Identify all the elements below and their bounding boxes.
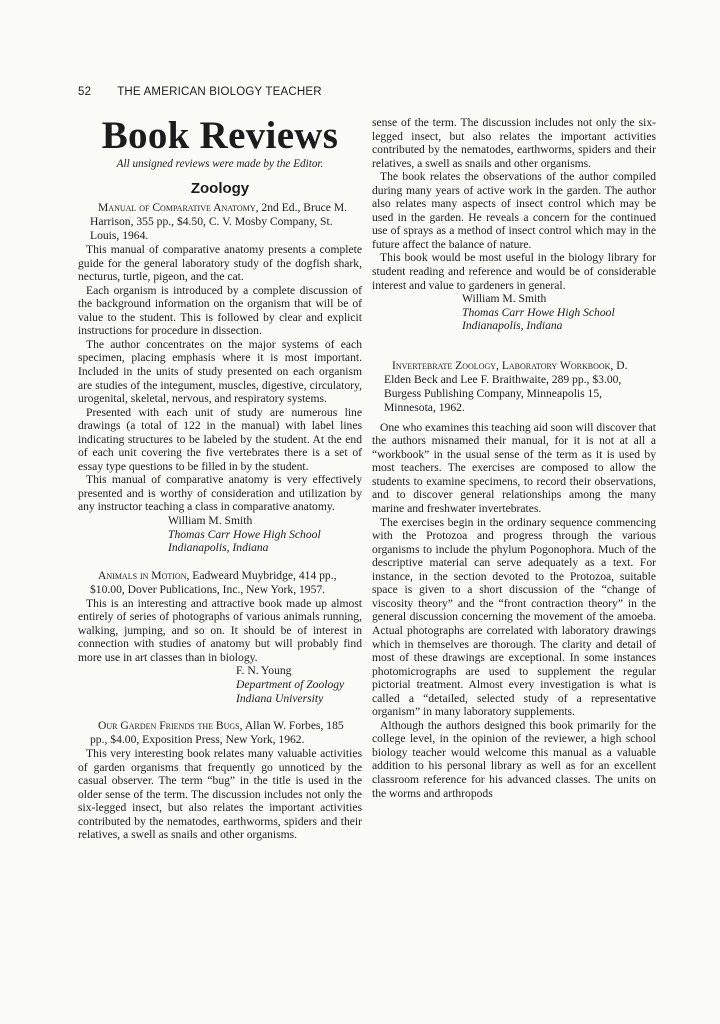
section-title: Book Reviews	[101, 114, 339, 157]
review-paragraph: Each organism is introduced by a complete discussion of the background information on the organism that will be of value to the student. This is followed by clear and explicit instructions for procedure in dissection.	[78, 283, 362, 338]
review-paragraph: The book relates the observations of the author compiled during many years of active work in the garden. The author also relates many aspects of insect control which may be used in the garden. He reveals a concern for the continued use of sprays as a method of insect control which may in the future affect the balance of nature.	[372, 170, 656, 251]
book-details: Allan W. Forbes, 185 pp., $4.00, Exposition Press, New York, 1962.	[90, 719, 344, 747]
running-head	[78, 86, 322, 98]
reviewer-location: Indianapolis, Indiana	[462, 319, 563, 333]
review-paragraph: One who examines this teaching aid soon will discover that the authors misnamed their manual, for it is not at all a “workbook” in the usual sense of the term as it is used by most teachers. The exercises are composed to allow the students to examine specimens, to record their observations, and to discover general relationships among the many marine and freshwater invertebrates.	[372, 420, 656, 516]
book-title: Invertebrate Zoology, Laboratory Workbook,	[392, 358, 614, 372]
section-subtitle: All unsigned reviews were made by the Editor.	[116, 158, 324, 170]
review-citation	[372, 359, 656, 415]
review-paragraph: This manual of comparative anatomy is very effectively presented and is worthy of consideration and utilization by any instructor teaching a class in comparative anatomy.	[78, 473, 362, 514]
page-number: 52	[78, 86, 92, 98]
reviewer-location: Indiana University	[236, 691, 324, 705]
left-column	[78, 114, 362, 842]
reviewer-affiliation: Department of Zoology	[236, 677, 345, 691]
review-paragraph: This manual of comparative anatomy presents a complete guide for the general laboratory study of the dogfish shark, necturus, turtle, pigeon, and the cat.	[78, 243, 362, 284]
book-title: Our Garden Friends the Bugs,	[98, 719, 243, 733]
reviewer-affiliation: Thomas Carr Howe High School	[168, 527, 321, 541]
book-details: 2nd Ed., Bruce M. Harrison, 355 pp., $4.50, C. V. Mosby Company, St. Louis, 1964.	[90, 201, 348, 243]
reviewer-name: F. N. Young	[236, 664, 292, 678]
review-paragraph: This book would be most useful in the biology library for student reading and reference and would be of considerable interest and value to gardeners in general.	[372, 251, 656, 292]
review-paragraph: sense of the term. The discussion includes not only the six-legged insect, but also relates the important activities contributed by the nematodes, earthworms, spiders and their relatives, a swell as snails and other organisms.	[372, 116, 656, 170]
review-citation	[78, 719, 362, 747]
book-title: Manual of Comparative Anatomy,	[98, 201, 259, 215]
review-paragraph: The author concentrates on the major systems of each specimen, placing emphasis where it is most important. Included in the units of study presented on each organism are studies of the integument, muscles, digestive, circulatory, urogenital, skeletal, nervous, and respiratory systems.	[78, 337, 362, 406]
book-details: D. Elden Beck and Lee F. Braithwaite, 289 pp., $3.00, Burgess Publishing Company, Minneapolis 15, Minnesota, 1962.	[384, 358, 628, 414]
reviewer-affiliation: Thomas Carr Howe High School	[462, 305, 615, 319]
review-paragraph: Presented with each unit of study are numerous line drawings (a total of 122 in the manual) with label lines indicating structures to be labeled by the student. At the end of each unit covering the five vertebrates there is a set of essay type questions to be filled in by the student.	[78, 405, 362, 473]
reviewer-name: William M. Smith	[462, 292, 547, 306]
book-details: Eadweard Muybridge, 414 pp., $10.00, Dover Publications, Inc., New York, 1957.	[90, 568, 337, 596]
review-citation	[78, 569, 362, 597]
review-paragraph: This very interesting book relates many valuable activities of garden organisms that frequently go unnoticed by the casual observer. The term “bug” in the title is used in the older sense of the term. The discussion includes not only the six-legged insect, but also relates the important activities contributed by the nematodes, earthworms, spiders and their relatives, a swell as snails and other organisms.	[78, 747, 362, 842]
reviewer-name: William M. Smith	[168, 514, 253, 528]
reviewer-location: Indianapolis, Indiana	[168, 541, 269, 555]
review-paragraph: This is an interesting and attractive book made up almost entirely of series of photographs of various animals running, walking, jumping, and so on. It should be of interest in connection with studies of anatomy but will probably find more use in art classes than in biology.	[78, 596, 362, 664]
review-citation	[78, 201, 362, 243]
review-paragraph: The exercises begin in the ordinary sequence commencing with the Protozoa and progress through the various organisms to include the phylum Pogonophora. Much of the descriptive material can serve adequately as a text. For instance, in the section devoted to the Protozoa, suitable space is given to a short discussion of the “change of viscosity theory” and the “front contraction theory” in the general discussion concerning the movement of the amoeba. Actual photographs are correlated with laboratory drawings which in themselves are thorough. The clarity and detail of most of these drawings are exceptional. In some instances photomicrographs are used to supplement the regular pictorial treatment. Almost every investigation is what is called a “detailed, selected study of a representative organism” in many laboratory supplements.	[372, 515, 656, 719]
section-heading-zoology: Zoology	[190, 179, 250, 197]
journal-title: THE AMERICAN BIOLOGY TEACHER	[117, 86, 322, 98]
right-column	[372, 116, 656, 800]
review-paragraph: Although the authors designed this book primarily for the college level, in the opinion of the reviewer, a high school biology teacher would welcome this manual as a valuable addition to his personal library as well as for an excellent classroom reference for his advanced classes. The units on the worms and arthropods	[372, 718, 656, 800]
book-title: Animals in Motion,	[98, 568, 190, 582]
